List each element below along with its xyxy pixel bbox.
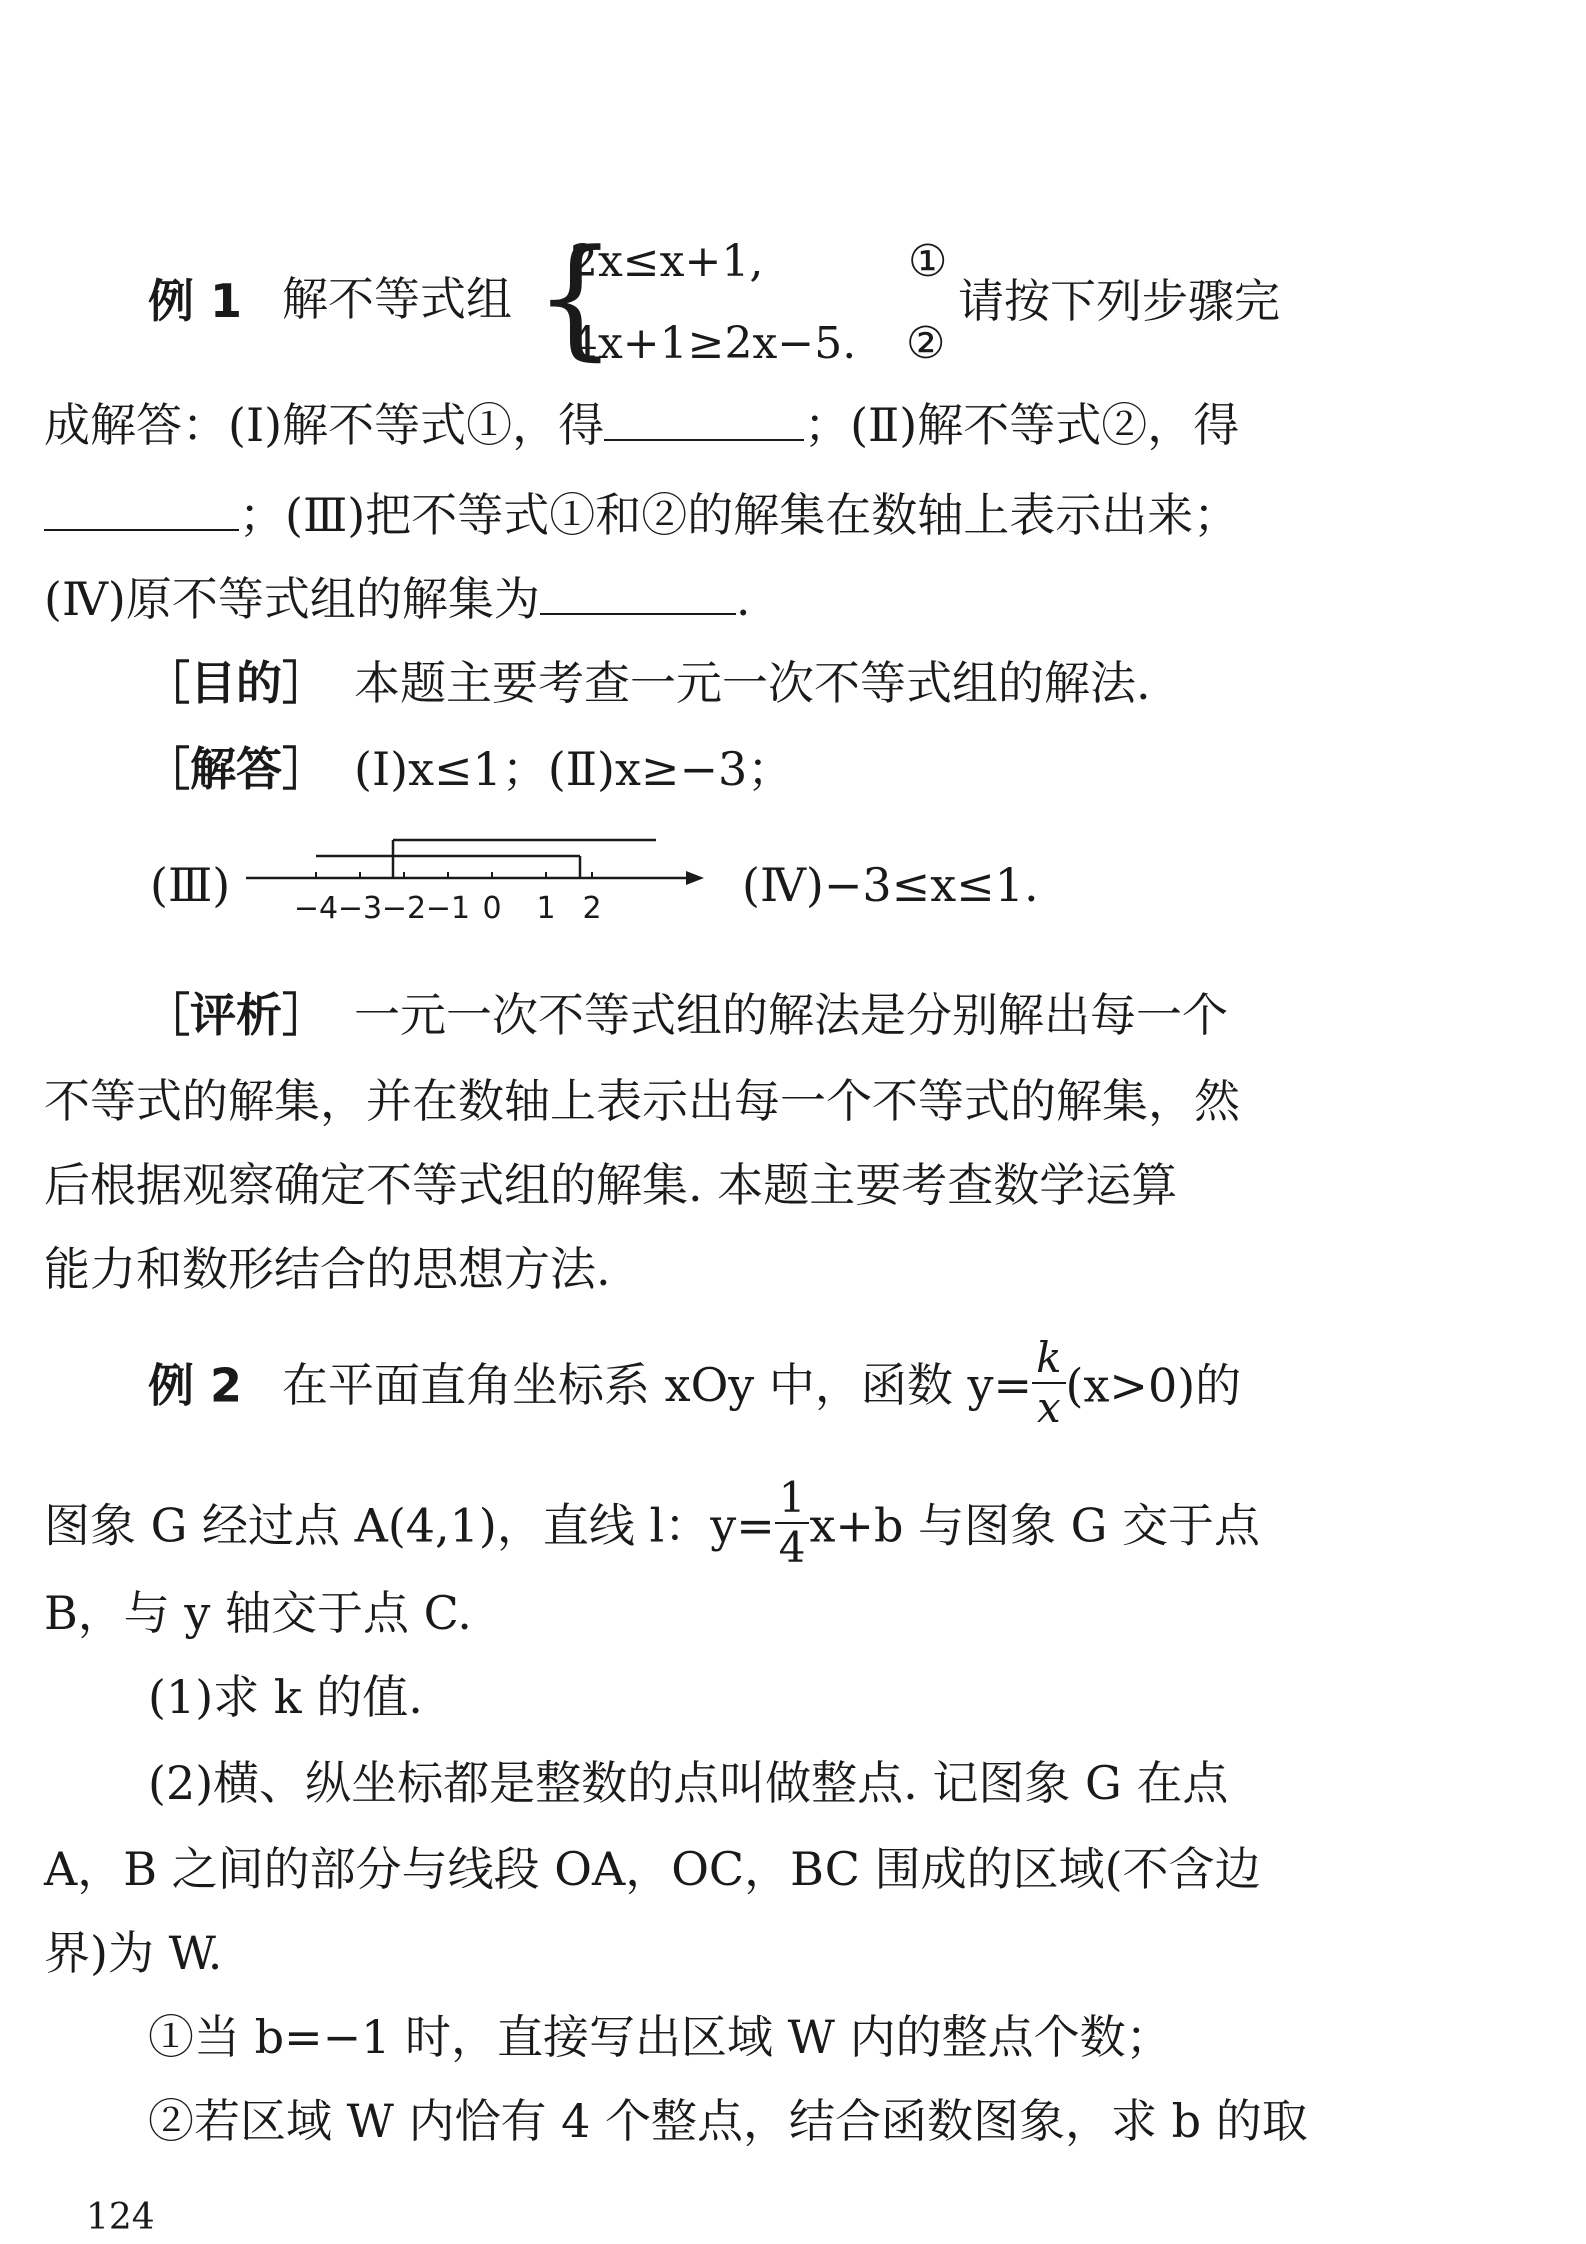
tick-label: 0 — [482, 891, 502, 926]
system-brace: { — [534, 221, 617, 373]
comment-line-4: 能力和数形结合的思想方法. — [44, 1242, 611, 1296]
page-number: 124 — [86, 2197, 155, 2238]
comment-line-1: ［评析］ 一元一次不等式组的解法是分别解出每一个 — [144, 988, 1228, 1042]
subquestion-1: ①当 b=−1 时，直接写出区域 W 内的整点个数； — [148, 2010, 1172, 2064]
comment-line-2: 不等式的解集，并在数轴上表示出每一个不等式的解集，然 — [44, 1074, 1240, 1128]
example-1-tail: 请按下列步骤完 — [958, 274, 1280, 328]
answer-blank-3[interactable] — [540, 613, 736, 615]
question-2-line-3: 界)为 W. — [44, 1926, 223, 1980]
answer-line: ［解答］ (Ⅰ)x≤1；(Ⅱ)x≥−3； — [144, 742, 794, 796]
inequality-2: 4x+1≥2x−5. — [570, 318, 857, 369]
fraction-k-over-x: $\frac{k}{x}$ — [1032, 1334, 1065, 1433]
purpose-line: ［目的］ 本题主要考查一元一次不等式组的解法. — [144, 656, 1151, 710]
example-2-line-2: 图象 G 经过点 A(4,1)，直线 l：y= $\frac{1}{4}$ x+b 与图象 G 交于点 — [44, 1473, 1261, 1573]
question-1: (1)求 k 的值. — [148, 1670, 423, 1724]
part-4-answer: (Ⅳ)−3≤x≤1. — [742, 858, 1039, 912]
example-1-intro: 解不等式组 — [282, 272, 512, 326]
comment-line-3: 后根据观察确定不等式组的解集. 本题主要考查数学运算 — [44, 1158, 1178, 1212]
example-2-line-1: 例 2 在平面直角坐标系 xOy 中，函数 y= $\frac{k}{x}$ (x>0)的 — [148, 1333, 1242, 1433]
part-3-label: (Ⅲ) — [150, 858, 231, 912]
tick-label: 2 — [582, 891, 602, 926]
question-2-line-2: A，B 之间的部分与线段 OA，OC，BC 围成的区域(不含边 — [44, 1842, 1261, 1896]
tick-label: 1 — [536, 891, 556, 926]
tick-label: −4 — [293, 891, 339, 926]
subquestion-2: ②若区域 W 内恰有 4 个整点，结合函数图象，求 b 的取 — [148, 2094, 1308, 2148]
inequality-2-number: ② — [906, 318, 946, 369]
inequality-1-number: ① — [908, 236, 948, 287]
tick-label: −2 — [381, 891, 427, 926]
question-2-line-1: (2)横、纵坐标都是整数的点叫做整点. 记图象 G 在点 — [148, 1756, 1229, 1810]
answer-blank-2[interactable] — [44, 529, 239, 531]
example-2-line-3: B，与 y 轴交于点 C. — [44, 1586, 472, 1640]
axis-arrow — [686, 871, 704, 885]
ex1-line-2: 成解答：(Ⅰ)解不等式①，得 ；(Ⅱ)解不等式②，得 — [44, 398, 1240, 452]
ex1-line-3: ；(Ⅲ)把不等式①和②的解集在数轴上表示出来； — [44, 492, 1239, 538]
tick-label: −3 — [337, 891, 383, 926]
example-1-label: 例 1 — [148, 274, 243, 328]
tick-label: −1 — [425, 891, 471, 926]
fraction-one-quarter: $\frac{1}{4}$ — [775, 1474, 810, 1573]
number-line — [246, 818, 706, 928]
answer-blank-1[interactable] — [604, 439, 804, 441]
ex1-line-4: (Ⅳ)原不等式组的解集为 . — [44, 572, 751, 626]
inequality-1: 2x≤x+1, — [570, 236, 764, 287]
